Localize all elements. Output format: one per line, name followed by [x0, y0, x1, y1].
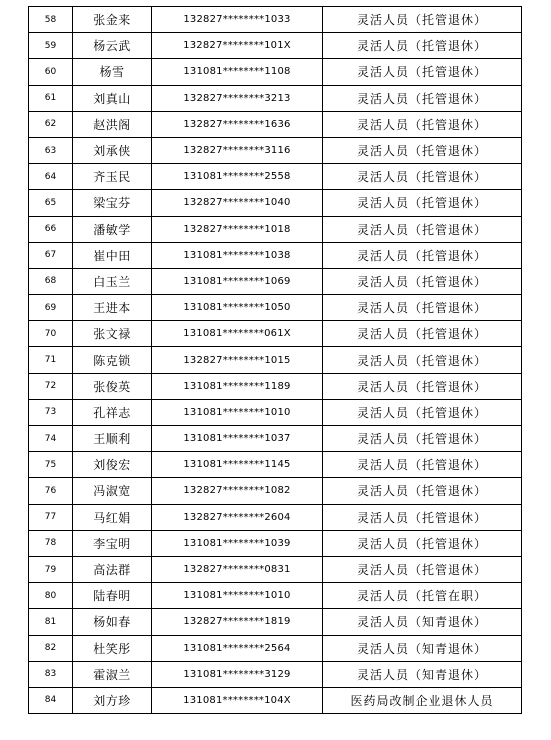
table-row — [29, 137, 522, 163]
person-name: 刘俊宏 — [73, 452, 152, 478]
row-number: 58 — [29, 7, 73, 33]
row-number: 71 — [29, 347, 73, 373]
personnel-type: 灵活人员（托管退休） — [323, 111, 522, 137]
id-number: 131081********1010 — [152, 583, 323, 609]
retiree-table — [28, 6, 522, 714]
table-row — [29, 7, 522, 33]
table-row — [29, 85, 522, 111]
person-name: 高法群 — [73, 556, 152, 582]
personnel-type: 灵活人员（托管退休） — [323, 556, 522, 582]
row-number: 62 — [29, 111, 73, 137]
person-name: 梁宝芬 — [73, 190, 152, 216]
table-row — [29, 33, 522, 59]
row-number: 75 — [29, 452, 73, 478]
personnel-type: 灵活人员（托管退休） — [323, 190, 522, 216]
row-number: 70 — [29, 321, 73, 347]
id-number: 131081********1145 — [152, 452, 323, 478]
person-name: 刘承侠 — [73, 137, 152, 163]
row-number: 63 — [29, 137, 73, 163]
id-number: 131081********1038 — [152, 242, 323, 268]
table-row — [29, 556, 522, 582]
id-number: 132827********1015 — [152, 347, 323, 373]
table-row — [29, 687, 522, 713]
row-number: 67 — [29, 242, 73, 268]
person-name: 张俊英 — [73, 373, 152, 399]
row-number: 83 — [29, 661, 73, 687]
person-name: 张文禄 — [73, 321, 152, 347]
personnel-type: 灵活人员（托管退休） — [323, 85, 522, 111]
id-number: 131081********2564 — [152, 635, 323, 661]
personnel-type: 灵活人员（托管退休） — [323, 242, 522, 268]
row-number: 68 — [29, 268, 73, 294]
table-row — [29, 59, 522, 85]
row-number: 84 — [29, 687, 73, 713]
row-number: 73 — [29, 399, 73, 425]
row-number: 80 — [29, 583, 73, 609]
row-number: 72 — [29, 373, 73, 399]
person-name: 崔中田 — [73, 242, 152, 268]
row-number: 59 — [29, 33, 73, 59]
personnel-type: 灵活人员（托管退休） — [323, 216, 522, 242]
id-number: 132827********1819 — [152, 609, 323, 635]
personnel-type: 灵活人员（托管退休） — [323, 33, 522, 59]
personnel-type: 灵活人员（托管退休） — [323, 164, 522, 190]
personnel-type: 灵活人员（托管退休） — [323, 504, 522, 530]
person-name: 张金来 — [73, 7, 152, 33]
person-name: 王顺利 — [73, 426, 152, 452]
personnel-type: 灵活人员（托管退休） — [323, 347, 522, 373]
personnel-type: 灵活人员（托管退休） — [323, 7, 522, 33]
row-number: 60 — [29, 59, 73, 85]
id-number: 132827********3213 — [152, 85, 323, 111]
id-number: 132827********0831 — [152, 556, 323, 582]
personnel-type: 灵活人员（知青退休） — [323, 609, 522, 635]
row-number: 64 — [29, 164, 73, 190]
personnel-type: 灵活人员（托管退休） — [323, 321, 522, 347]
personnel-type: 灵活人员（托管在职） — [323, 583, 522, 609]
table-row — [29, 216, 522, 242]
row-number: 78 — [29, 530, 73, 556]
personnel-type: 灵活人员（托管退休） — [323, 137, 522, 163]
id-number: 132827********1018 — [152, 216, 323, 242]
person-name: 霍淑兰 — [73, 661, 152, 687]
personnel-type: 医药局改制企业退休人员 — [323, 687, 522, 713]
row-number: 76 — [29, 478, 73, 504]
person-name: 王进本 — [73, 295, 152, 321]
person-name: 刘方珍 — [73, 687, 152, 713]
id-number: 131081********1039 — [152, 530, 323, 556]
personnel-type: 灵活人员（托管退休） — [323, 295, 522, 321]
table-row — [29, 295, 522, 321]
personnel-type: 灵活人员（托管退休） — [323, 530, 522, 556]
table-row — [29, 609, 522, 635]
id-number: 131081********2558 — [152, 164, 323, 190]
id-number: 131081********1010 — [152, 399, 323, 425]
table-row — [29, 452, 522, 478]
id-number: 132827********1636 — [152, 111, 323, 137]
personnel-type: 灵活人员（托管退休） — [323, 399, 522, 425]
row-number: 66 — [29, 216, 73, 242]
table-row — [29, 530, 522, 556]
person-name: 马红娟 — [73, 504, 152, 530]
row-number: 77 — [29, 504, 73, 530]
table-row — [29, 347, 522, 373]
id-number: 131081********104X — [152, 687, 323, 713]
row-number: 61 — [29, 85, 73, 111]
table-row — [29, 373, 522, 399]
table-row — [29, 583, 522, 609]
person-name: 杨云武 — [73, 33, 152, 59]
id-number: 131081********1037 — [152, 426, 323, 452]
id-number: 131081********1069 — [152, 268, 323, 294]
id-number: 131081********1050 — [152, 295, 323, 321]
personnel-type: 灵活人员（知青退休） — [323, 661, 522, 687]
personnel-type: 灵活人员（知青退休） — [323, 635, 522, 661]
person-name: 陈克锁 — [73, 347, 152, 373]
id-number: 131081********1189 — [152, 373, 323, 399]
table-body — [29, 7, 522, 714]
person-name: 杨雪 — [73, 59, 152, 85]
id-number: 132827********3116 — [152, 137, 323, 163]
id-number: 131081********061X — [152, 321, 323, 347]
row-number: 69 — [29, 295, 73, 321]
table-row — [29, 478, 522, 504]
row-number: 65 — [29, 190, 73, 216]
table-row — [29, 242, 522, 268]
id-number: 131081********1108 — [152, 59, 323, 85]
table-row — [29, 661, 522, 687]
table-row — [29, 399, 522, 425]
person-name: 白玉兰 — [73, 268, 152, 294]
id-number: 132827********1040 — [152, 190, 323, 216]
person-name: 杜笑彤 — [73, 635, 152, 661]
table-row — [29, 164, 522, 190]
id-number: 132827********1033 — [152, 7, 323, 33]
personnel-type: 灵活人员（托管退休） — [323, 268, 522, 294]
personnel-type: 灵活人员（托管退休） — [323, 426, 522, 452]
person-name: 刘真山 — [73, 85, 152, 111]
row-number: 74 — [29, 426, 73, 452]
personnel-type: 灵活人员（托管退休） — [323, 452, 522, 478]
id-number: 131081********3129 — [152, 661, 323, 687]
id-number: 132827********2604 — [152, 504, 323, 530]
person-name: 李宝明 — [73, 530, 152, 556]
row-number: 81 — [29, 609, 73, 635]
id-number: 132827********101X — [152, 33, 323, 59]
table-row — [29, 321, 522, 347]
personnel-type: 灵活人员（托管退休） — [323, 59, 522, 85]
personnel-type: 灵活人员（托管退休） — [323, 478, 522, 504]
person-name: 杨如春 — [73, 609, 152, 635]
personnel-type: 灵活人员（托管退休） — [323, 373, 522, 399]
person-name: 陆春明 — [73, 583, 152, 609]
table-row — [29, 190, 522, 216]
person-name: 齐玉民 — [73, 164, 152, 190]
row-number: 82 — [29, 635, 73, 661]
person-name: 潘敏学 — [73, 216, 152, 242]
table-row — [29, 426, 522, 452]
table-row — [29, 268, 522, 294]
person-name: 冯淑宽 — [73, 478, 152, 504]
id-number: 132827********1082 — [152, 478, 323, 504]
table-row — [29, 111, 522, 137]
person-name: 孔祥志 — [73, 399, 152, 425]
person-name: 赵洪阁 — [73, 111, 152, 137]
table-row — [29, 635, 522, 661]
table-row — [29, 504, 522, 530]
row-number: 79 — [29, 556, 73, 582]
